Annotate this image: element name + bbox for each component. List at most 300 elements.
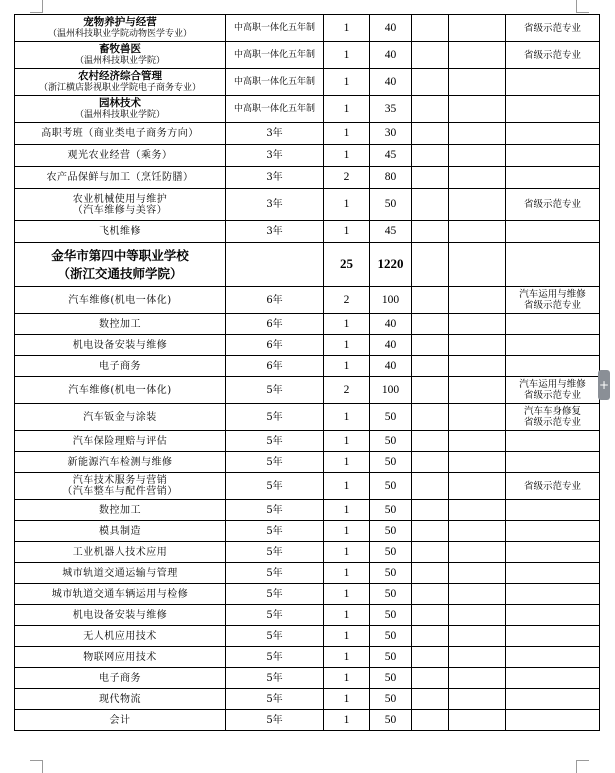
- student-count: 40: [384, 75, 397, 88]
- students-cell: [370, 431, 412, 452]
- major-cell: [15, 404, 226, 431]
- major-name: 无人机应用技术: [83, 630, 157, 642]
- length-cell: [226, 377, 324, 404]
- major-name: 会计: [109, 714, 131, 726]
- class-count: 1: [343, 21, 350, 34]
- major-name: 高职考班（商业类电子商务方向）: [41, 128, 199, 139]
- student-count: 50: [384, 434, 397, 447]
- major-name: 汽车维修(机电一体化): [68, 384, 172, 396]
- school-class-total: 25: [340, 256, 353, 271]
- major-name: 汽车钣金与涂装: [83, 411, 157, 423]
- table-row: [15, 710, 600, 731]
- classes-cell: [324, 243, 370, 287]
- classes-cell: [324, 500, 370, 521]
- length-cell: [226, 452, 324, 473]
- program-length: 5年: [266, 411, 283, 423]
- program-length: 5年: [266, 651, 283, 663]
- students-cell: [370, 500, 412, 521]
- table-row: [15, 689, 600, 710]
- major-cell: [15, 710, 226, 731]
- note-cell: [506, 626, 600, 647]
- program-length: 5年: [266, 714, 283, 726]
- table-row: [15, 404, 600, 431]
- length-cell: [226, 473, 324, 500]
- empty-cell: [412, 563, 449, 584]
- major-name: 工业机器人技术应用: [72, 546, 168, 558]
- students-cell: [370, 145, 412, 167]
- students-cell: [370, 626, 412, 647]
- student-count: 30: [384, 127, 397, 139]
- empty-cell: [449, 452, 506, 473]
- students-cell: [370, 689, 412, 710]
- class-count: 1: [343, 650, 350, 663]
- note-text: 省级示范专业: [523, 417, 581, 428]
- program-length: 3年: [266, 225, 283, 237]
- major-partner-school: （温州科技职业学院）: [74, 109, 165, 120]
- table-row: [15, 167, 600, 189]
- major-cell: [15, 123, 226, 145]
- students-cell: [370, 377, 412, 404]
- empty-cell: [449, 563, 506, 584]
- table-row: [15, 521, 600, 542]
- note-cell: [506, 335, 600, 356]
- length-cell: [226, 563, 324, 584]
- empty-cell: [449, 542, 506, 563]
- empty-cell: [412, 647, 449, 668]
- major-alias: （汽车维修与美容）: [72, 204, 168, 216]
- classes-cell: [324, 335, 370, 356]
- class-count: 1: [343, 149, 350, 161]
- major-cell: [15, 15, 226, 42]
- classes-cell: [324, 189, 370, 221]
- major-cell: [15, 647, 226, 668]
- class-count: 1: [343, 671, 350, 684]
- student-count: 50: [384, 545, 397, 558]
- major-cell: [15, 96, 226, 123]
- class-count: 1: [343, 225, 350, 237]
- empty-cell: [449, 167, 506, 189]
- enrollment-table: [14, 14, 600, 731]
- table-row: [15, 431, 600, 452]
- program-length: 5年: [266, 525, 283, 537]
- major-name: 农业机械使用与维护: [72, 193, 168, 205]
- empty-cell: [449, 710, 506, 731]
- empty-cell: [449, 221, 506, 243]
- major-name: 汽车保险理赔与评估: [72, 435, 168, 447]
- program-length: 5年: [266, 588, 283, 600]
- school-student-total: 1220: [377, 256, 404, 271]
- student-count: 100: [381, 293, 400, 306]
- major-alias: （汽车整车与配件营销）: [62, 486, 178, 497]
- empty-cell: [449, 605, 506, 626]
- class-count: 1: [343, 198, 350, 210]
- major-name: 宠物养护与经营: [83, 15, 157, 28]
- note-cell: [506, 542, 600, 563]
- major-name: 物联网应用技术: [83, 651, 157, 663]
- major-cell: [15, 473, 226, 500]
- student-count: 35: [384, 102, 397, 115]
- program-length: 5年: [266, 567, 283, 579]
- major-name: 机电设备安装与维修: [72, 339, 168, 351]
- table-row: [15, 542, 600, 563]
- major-name: 电子商务: [99, 672, 141, 684]
- empty-cell: [449, 647, 506, 668]
- empty-cell: [412, 96, 449, 123]
- major-name: 模具制造: [99, 525, 141, 537]
- students-cell: [370, 243, 412, 287]
- program-length: 5年: [266, 630, 283, 642]
- major-cell: [15, 221, 226, 243]
- students-cell: [370, 542, 412, 563]
- classes-cell: [324, 314, 370, 335]
- classes-cell: [324, 626, 370, 647]
- empty-cell: [449, 626, 506, 647]
- major-name: 数控加工: [99, 318, 141, 330]
- table-row: [15, 314, 600, 335]
- class-count: 1: [343, 629, 350, 642]
- classes-cell: [324, 689, 370, 710]
- major-cell: [15, 626, 226, 647]
- length-cell: [226, 287, 324, 314]
- class-count: 1: [343, 479, 350, 492]
- note-cell: [506, 473, 600, 500]
- major-name: 汽车技术服务与营销: [72, 475, 168, 486]
- classes-cell: [324, 221, 370, 243]
- major-name: 城市轨道交通车辆运用与检修: [51, 588, 189, 600]
- empty-cell: [412, 15, 449, 42]
- table-row: [15, 377, 600, 404]
- student-count: 45: [384, 149, 397, 161]
- empty-cell: [226, 243, 324, 287]
- students-cell: [370, 563, 412, 584]
- program-length: 6年: [266, 318, 283, 330]
- table-row: [15, 123, 600, 145]
- table-row: [15, 500, 600, 521]
- note-cell: [506, 452, 600, 473]
- note-cell: [506, 521, 600, 542]
- empty-cell: [449, 404, 506, 431]
- students-cell: [370, 167, 412, 189]
- major-cell: [15, 668, 226, 689]
- program-length: 5年: [266, 480, 283, 492]
- program-length: 6年: [266, 294, 283, 306]
- note-cell: [506, 96, 600, 123]
- students-cell: [370, 521, 412, 542]
- major-cell: [15, 69, 226, 96]
- student-count: 45: [384, 225, 397, 237]
- students-cell: [370, 189, 412, 221]
- classes-cell: [324, 377, 370, 404]
- student-count: 50: [384, 671, 397, 684]
- table-row: [15, 42, 600, 69]
- class-count: 1: [343, 127, 350, 139]
- classes-cell: [324, 605, 370, 626]
- major-cell: [15, 431, 226, 452]
- student-count: 50: [384, 713, 397, 726]
- empty-cell: [449, 500, 506, 521]
- major-name: 园林技术: [99, 96, 141, 109]
- classes-cell: [324, 452, 370, 473]
- empty-cell: [412, 668, 449, 689]
- program-length: 3年: [266, 198, 283, 210]
- classes-cell: [324, 145, 370, 167]
- note-text: 省级示范专业: [523, 22, 581, 34]
- major-cell: [15, 42, 226, 69]
- empty-cell: [449, 668, 506, 689]
- note-cell: [506, 189, 600, 221]
- note-cell: [506, 42, 600, 69]
- program-length: 中高职一体化五年制: [233, 23, 315, 33]
- page-corner-mark: [30, 0, 43, 13]
- classes-cell: [324, 123, 370, 145]
- class-count: 1: [343, 545, 350, 558]
- length-cell: [226, 542, 324, 563]
- note-text: 汽车运用与维修: [519, 379, 586, 390]
- empty-cell: [412, 145, 449, 167]
- empty-cell: [449, 96, 506, 123]
- note-text: 省级示范专业: [523, 390, 581, 401]
- empty-cell: [412, 123, 449, 145]
- empty-cell: [506, 243, 600, 287]
- class-count: 1: [343, 713, 350, 726]
- empty-cell: [412, 710, 449, 731]
- note-cell: [506, 404, 600, 431]
- empty-cell: [449, 473, 506, 500]
- length-cell: [226, 605, 324, 626]
- length-cell: [226, 42, 324, 69]
- length-cell: [226, 189, 324, 221]
- student-count: 50: [384, 566, 397, 579]
- major-cell: [15, 189, 226, 221]
- student-count: 80: [384, 171, 397, 183]
- student-count: 50: [384, 524, 397, 537]
- note-cell: [506, 145, 600, 167]
- program-length: 5年: [266, 435, 283, 447]
- student-count: 50: [384, 608, 397, 621]
- note-cell: [506, 584, 600, 605]
- school-name: 金华市第四中等职业学校: [51, 247, 189, 263]
- empty-cell: [449, 377, 506, 404]
- students-cell: [370, 647, 412, 668]
- length-cell: [226, 521, 324, 542]
- class-count: 1: [343, 75, 350, 88]
- length-cell: [226, 221, 324, 243]
- major-cell: [15, 563, 226, 584]
- length-cell: [226, 647, 324, 668]
- length-cell: [226, 626, 324, 647]
- student-count: 50: [384, 629, 397, 642]
- class-count: 1: [343, 410, 350, 423]
- length-cell: [226, 123, 324, 145]
- empty-cell: [449, 521, 506, 542]
- students-cell: [370, 710, 412, 731]
- classes-cell: [324, 584, 370, 605]
- major-name: 农产品保鲜与加工（烹饪防膳）: [46, 172, 194, 183]
- length-cell: [226, 584, 324, 605]
- length-cell: [226, 314, 324, 335]
- note-cell: [506, 710, 600, 731]
- major-name: 观光农业经营（乘务）: [67, 150, 173, 161]
- major-cell: [15, 377, 226, 404]
- empty-cell: [412, 287, 449, 314]
- class-count: 1: [343, 434, 350, 447]
- classes-cell: [324, 287, 370, 314]
- class-count: 1: [343, 587, 350, 600]
- students-cell: [370, 356, 412, 377]
- table-row: [15, 189, 600, 221]
- classes-cell: [324, 521, 370, 542]
- empty-cell: [412, 221, 449, 243]
- empty-cell: [412, 689, 449, 710]
- program-length: 6年: [266, 339, 283, 351]
- note-cell: [506, 377, 600, 404]
- empty-cell: [449, 42, 506, 69]
- program-length: 3年: [266, 127, 283, 139]
- students-cell: [370, 473, 412, 500]
- note-cell: [506, 287, 600, 314]
- length-cell: [226, 689, 324, 710]
- empty-cell: [412, 335, 449, 356]
- side-expand-tab[interactable]: +: [598, 370, 610, 400]
- students-cell: [370, 221, 412, 243]
- note-text: 省级示范专业: [523, 300, 581, 311]
- table-row: [15, 221, 600, 243]
- empty-cell: [449, 314, 506, 335]
- classes-cell: [324, 167, 370, 189]
- class-count: 1: [343, 692, 350, 705]
- students-cell: [370, 605, 412, 626]
- note-cell: [506, 167, 600, 189]
- table-row: [15, 647, 600, 668]
- table-row: [15, 584, 600, 605]
- table-row: [15, 287, 600, 314]
- table-row: [15, 626, 600, 647]
- note-text: 省级示范专业: [523, 49, 581, 61]
- empty-cell: [412, 167, 449, 189]
- classes-cell: [324, 668, 370, 689]
- empty-cell: [449, 123, 506, 145]
- major-cell: [15, 145, 226, 167]
- note-cell: [506, 689, 600, 710]
- table-row: [15, 668, 600, 689]
- table-row: [15, 605, 600, 626]
- program-length: 中高职一体化五年制: [233, 77, 315, 87]
- students-cell: [370, 335, 412, 356]
- major-cell: [15, 335, 226, 356]
- classes-cell: [324, 647, 370, 668]
- class-count: 1: [343, 608, 350, 621]
- major-partner-school: （温州科技职业学院）: [74, 55, 165, 66]
- program-length: 5年: [266, 504, 283, 516]
- empty-cell: [449, 145, 506, 167]
- school-alias: （浙江交通技师学院）: [57, 265, 183, 281]
- note-cell: [506, 314, 600, 335]
- note-text: 省级示范专业: [523, 199, 581, 210]
- note-cell: [506, 605, 600, 626]
- class-count: 1: [343, 503, 350, 516]
- note-cell: [506, 431, 600, 452]
- empty-cell: [412, 626, 449, 647]
- empty-cell: [449, 356, 506, 377]
- students-cell: [370, 584, 412, 605]
- classes-cell: [324, 473, 370, 500]
- empty-cell: [412, 189, 449, 221]
- classes-cell: [324, 69, 370, 96]
- length-cell: [226, 710, 324, 731]
- students-cell: [370, 96, 412, 123]
- program-length: 5年: [266, 546, 283, 558]
- table-row: [15, 145, 600, 167]
- length-cell: [226, 15, 324, 42]
- table-row: [15, 356, 600, 377]
- students-cell: [370, 69, 412, 96]
- program-length: 中高职一体化五年制: [233, 104, 315, 114]
- students-cell: [370, 314, 412, 335]
- empty-cell: [412, 584, 449, 605]
- major-name: 数控加工: [99, 504, 141, 516]
- students-cell: [370, 287, 412, 314]
- table-row: [15, 335, 600, 356]
- empty-cell: [412, 473, 449, 500]
- length-cell: [226, 431, 324, 452]
- major-name: 畜牧兽医: [99, 42, 141, 55]
- classes-cell: [324, 542, 370, 563]
- classes-cell: [324, 15, 370, 42]
- major-cell: [15, 584, 226, 605]
- class-count: 2: [343, 383, 350, 396]
- classes-cell: [324, 563, 370, 584]
- empty-cell: [412, 542, 449, 563]
- major-name: 新能源汽车检测与维修: [67, 456, 173, 468]
- class-count: 1: [343, 338, 350, 351]
- table-row: [15, 69, 600, 96]
- program-length: 5年: [266, 384, 283, 396]
- length-cell: [226, 668, 324, 689]
- empty-cell: [449, 189, 506, 221]
- class-count: 1: [343, 317, 350, 330]
- program-length: 6年: [266, 360, 283, 372]
- note-cell: [506, 563, 600, 584]
- note-cell: [506, 668, 600, 689]
- students-cell: [370, 452, 412, 473]
- student-count: 40: [384, 317, 397, 330]
- major-cell: [15, 356, 226, 377]
- major-name: 农村经济综合管理: [78, 69, 162, 82]
- major-name: 现代物流: [99, 693, 141, 705]
- major-cell: [15, 605, 226, 626]
- program-length: 5年: [266, 672, 283, 684]
- length-cell: [226, 69, 324, 96]
- class-count: 1: [343, 455, 350, 468]
- school-header-row: [15, 243, 600, 287]
- program-length: 3年: [266, 171, 283, 183]
- students-cell: [370, 15, 412, 42]
- empty-cell: [412, 377, 449, 404]
- major-name: 机电设备安装与维修: [72, 609, 168, 621]
- major-name: 城市轨道交通运输与管理: [62, 567, 178, 579]
- table-row: [15, 15, 600, 42]
- student-count: 50: [384, 692, 397, 705]
- page-corner-mark: [30, 760, 43, 773]
- major-cell: [15, 500, 226, 521]
- empty-cell: [449, 335, 506, 356]
- note-cell: [506, 356, 600, 377]
- student-count: 50: [384, 198, 397, 210]
- note-cell: [506, 647, 600, 668]
- note-cell: [506, 123, 600, 145]
- students-cell: [370, 123, 412, 145]
- note-cell: [506, 69, 600, 96]
